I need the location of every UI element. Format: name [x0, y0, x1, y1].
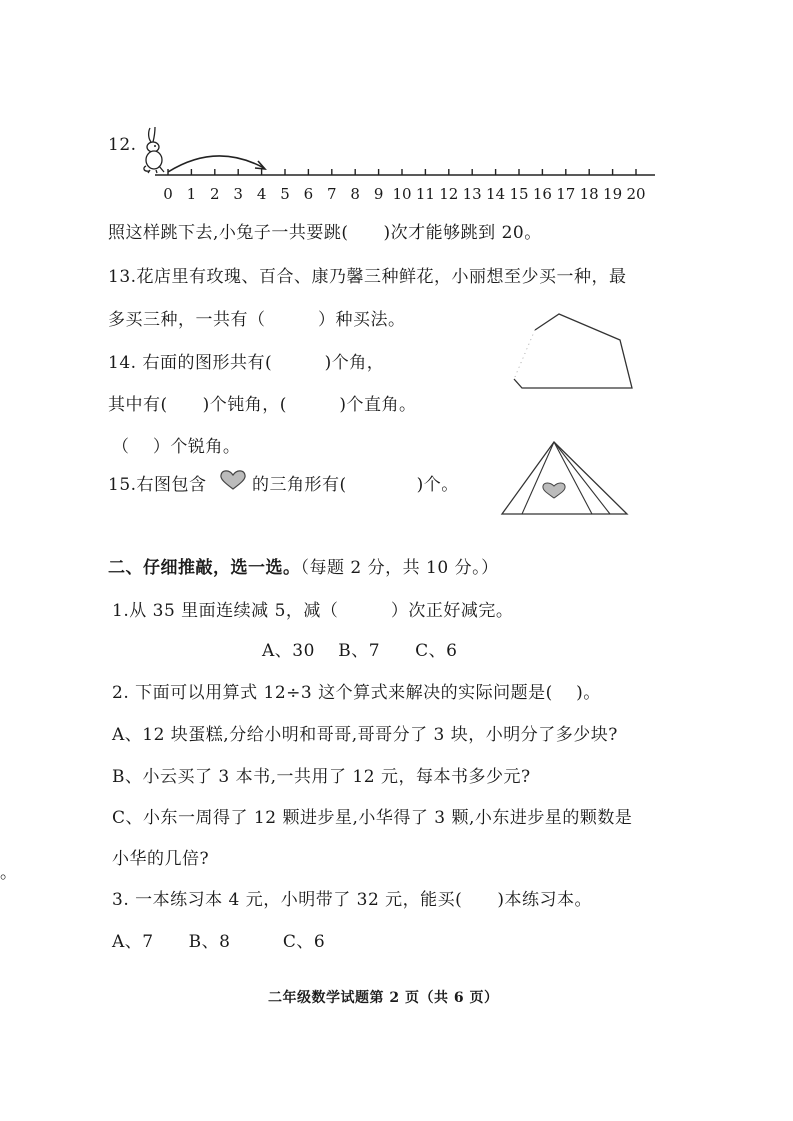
number-line-label: 1	[186, 185, 197, 203]
number-line-label: 4	[256, 185, 267, 203]
stray-mark: 。	[0, 863, 18, 883]
number-line-label: 8	[350, 185, 360, 203]
number-line-label: 18	[579, 185, 599, 203]
q14-line1: 14. 右面的图形共有( )个角，	[108, 353, 385, 373]
q13-line1: 13.花店里有玫瑰、百合、康乃馨三种鲜花，小丽想至少买一种，最	[108, 267, 627, 287]
section2-title: 二、仔细推敲，选一选。	[108, 558, 301, 578]
s2q2-option-c-line2: 小华的几倍?	[112, 849, 210, 869]
s2q2-option-c-line1: C、小东一周得了 12 颗进步星,小华得了 3 颗,小东进步星的颗数是	[112, 808, 633, 828]
number-line-label: 2	[210, 185, 220, 203]
page-footer: 二年级数学试题第 2 页（共 6 页）	[268, 990, 499, 1006]
q12-number: 12.	[108, 135, 137, 155]
number-line-label: 19	[603, 185, 623, 203]
s2q3-options: A、7 B、8 C、6	[112, 932, 326, 952]
number-line-label: 17	[556, 185, 576, 203]
section2-note: （每题 2 分，共 10 分。）	[300, 558, 499, 578]
triangle-figure	[500, 440, 630, 516]
number-line-label: 9	[373, 185, 384, 203]
number-line-label: 6	[303, 185, 314, 203]
q13-line2: 多买三种，一共有（ ）种买法。	[108, 310, 406, 330]
heart-icon	[219, 469, 247, 491]
s2q1-text: 1.从 35 里面连续减 5，减（ ）次正好减完。	[112, 601, 514, 621]
number-line-label: 11	[415, 185, 435, 203]
number-line	[155, 168, 655, 182]
q14-line2: 其中有( )个钝角，( )个直角。	[108, 395, 417, 415]
hexagon-figure	[505, 312, 640, 392]
section2-header	[108, 553, 499, 578]
s2q1-options: A、30 B、7 C、6	[262, 641, 458, 661]
number-line-label: 5	[280, 185, 290, 203]
q15-before: 15.右图包含	[108, 475, 207, 495]
number-line-label: 14	[486, 185, 506, 203]
number-line-label: 0	[163, 185, 173, 203]
s2q2-text: 2. 下面可以用算式 12÷3 这个算式来解决的实际问题是( )。	[112, 683, 601, 703]
q14-line3: （ ）个锐角。	[112, 437, 241, 457]
q15-after: 的三角形有( )个。	[252, 475, 459, 495]
s2q2-option-a: A、12 块蛋糕,分给小明和哥哥,哥哥分了 3 块，小明分了多少块?	[112, 725, 618, 745]
number-line-label: 20	[626, 185, 646, 203]
number-line-label: 3	[233, 185, 243, 203]
s2q3-text: 3. 一本练习本 4 元，小明带了 32 元，能买( )本练习本。	[112, 890, 592, 910]
s2q2-option-b: B、小云买了 3 本书,一共用了 12 元，每本书多少元?	[112, 767, 531, 787]
number-line-label: 16	[532, 185, 552, 203]
number-line-label: 13	[462, 185, 482, 203]
number-line-label: 12	[439, 185, 459, 203]
number-line-label: 10	[392, 185, 412, 203]
number-line-label: 15	[509, 185, 529, 203]
number-line-label: 7	[327, 185, 337, 203]
q12-text: 照这样跳下去,小兔子一共要跳( )次才能够跳到 20。	[108, 223, 542, 243]
